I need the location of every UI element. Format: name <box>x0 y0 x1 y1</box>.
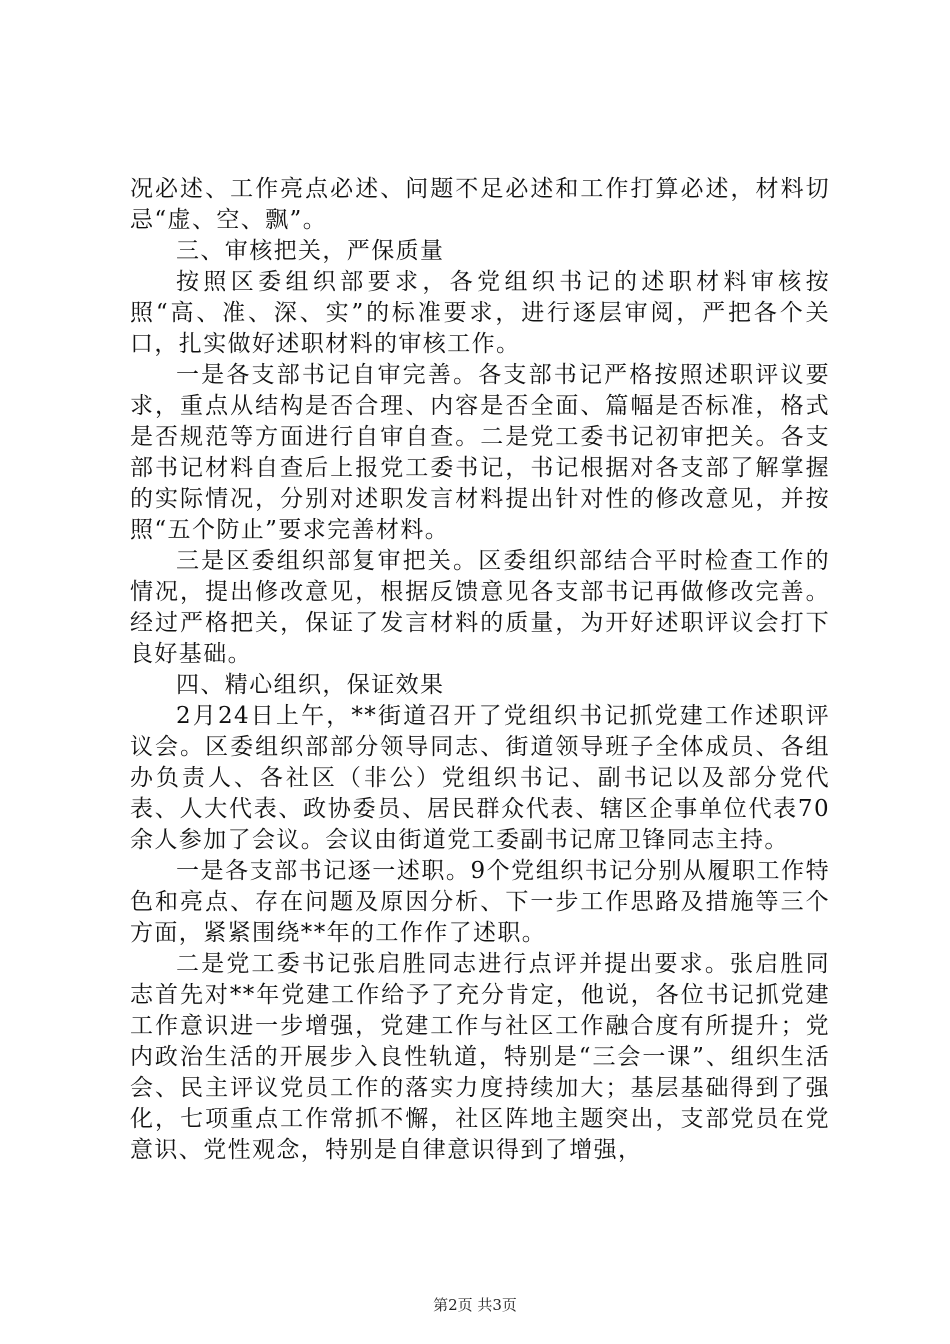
paragraph-3: 按照区委组织部要求，各党组织书记的述职材料审核按照“高、准、深、实”的标准要求，进行逐层审阅，严把各个关口，扎实做好述职材料的审核工作。 <box>130 269 830 357</box>
section-heading-4: 四、精心组织，保证效果 <box>176 672 445 698</box>
document-body <box>130 174 830 1166</box>
page-number-footer: 第2页 共3页 <box>433 1296 517 1314</box>
paragraph-8: 一是各支部书记逐一述职。9个党组织书记分别从履职工作特色和亮点、存在问题及原因分析、下一步工作思路及措施等三个方面，紧紧围绕**年的工作作了述职。 <box>130 858 830 946</box>
paragraph-4: 一是各支部书记自审完善。各支部书记严格按照述职评议要求，重点从结构是否合理、内容是否全面、篇幅是否标准，格式是否规范等方面进行自审自查。二是党工委书记初审把关。各支部书记材料自查后上报党工委书记，书记根据对各支部了解掌握的实际情况，分别对述职发言材料提出针对性的修改意见，并按照“五个防止”要求完善材料。 <box>130 362 830 543</box>
paragraph-7: 2月24日上午，**街道召开了党组织书记抓党建工作述职评议会。区委组织部部分领导同志、街道领导班子全体成员、各组办负责人、各社区（非公）党组织书记、副书记以及部分党代表、人大代表、政协委员、居民群众代表、辖区企事单位代表70余人参加了会议。会议由街道党工委副书记席卫锋同志主持。 <box>130 703 830 853</box>
paragraph-1: 况必述、工作亮点必述、问题不足必述和工作打算必述，材料切忌“虚、空、飘”。 <box>130 176 830 233</box>
paragraph-5: 三是区委组织部复审把关。区委组织部结合平时检查工作的情况，提出修改意见，根据反馈意见各支部书记再做修改完善。经过严格把关，保证了发言材料的质量，为开好述职评议会打下良好基础。 <box>130 548 830 667</box>
paragraph-9: 二是党工委书记张启胜同志进行点评并提出要求。张启胜同志首先对**年党建工作给予了充分肯定，他说，各位书记抓党建工作意识进一步增强，党建工作与社区工作融合度有所提升；党内政治生活的开展步入良性轨道，特别是“三会一课”、组织生活会、民主评议党员工作的落实力度持续加大；基层基础得到了强化，七项重点工作常抓不懈，社区阵地主题突出，支部党员在党意识、党性观念，特别是自律意识得到了增强， <box>130 951 830 1163</box>
section-heading-3: 三、审核把关，严保质量 <box>176 238 445 264</box>
